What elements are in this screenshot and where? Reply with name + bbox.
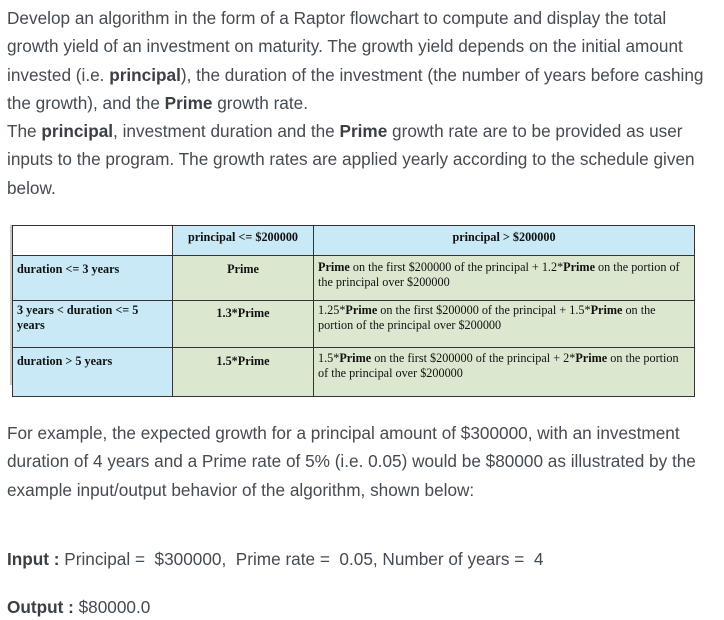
formula-text: 1.5* (318, 351, 340, 365)
table-row (13, 256, 695, 301)
formula-text: on the first $200000 of the principal + 1.5* (377, 303, 591, 317)
row-header: 3 years < duration <= 5 years (13, 301, 173, 348)
input-label: Input : (7, 549, 60, 569)
low-rate-cell: 1.5*Prime (173, 348, 314, 397)
low-rate-cell: Prime (173, 256, 314, 301)
intro-text-4: The (7, 121, 42, 142)
high-rate-cell (314, 301, 695, 348)
intro-text-3: growth rate. (212, 92, 308, 113)
prime-term: Prime (339, 351, 372, 365)
principal-term-2: principal (41, 121, 114, 142)
low-rate-cell: 1.3*Prime (173, 301, 314, 348)
prime-term: Prime (318, 260, 350, 274)
formula-text: on the first $200000 of the principal + 2* (371, 351, 576, 365)
formula-text: on the portion of the principal over $200000 (318, 351, 679, 380)
output-line (7, 595, 150, 619)
formula-text: on the first $200000 of the principal + 1.2* (349, 260, 564, 274)
prime-term: Prime (563, 260, 595, 274)
formula-text: 1.25* (318, 303, 346, 317)
col-header-low: principal <= $200000 (173, 226, 314, 256)
intro-paragraph (7, 4, 707, 202)
prime-term: Prime (164, 92, 213, 113)
col-header-high: principal > $200000 (314, 226, 695, 256)
prime-term: Prime (575, 351, 608, 365)
high-rate-cell (314, 256, 695, 301)
row-header: duration <= 3 years (13, 256, 173, 301)
input-line (7, 547, 543, 571)
intro-text-5: , investment duration and the (113, 121, 340, 142)
intro-text-2: ), the duration of the investment (the number of years before cashing the growth), and the (7, 64, 704, 113)
example-paragraph: For example, the expected growth for a principal amount of $300000, with an investment duration of 4 years and a Prime rate of 5% (i.e. 0.05) would be $80000 as illustrated by the example input/output behavior of the algorithm, shown below: (7, 423, 696, 500)
corner-cell (13, 226, 173, 256)
table-row (13, 301, 695, 348)
intro-text-6: growth rate are to be provided as user inputs to the program. The growth rates are applied yearly according to the schedule given below. (7, 121, 695, 198)
prime-term: Prime (590, 303, 623, 317)
growth-schedule-table (10, 225, 694, 385)
row-header: duration > 5 years (13, 348, 173, 397)
formula-text: on the portion of the principal over $200000 (318, 303, 656, 332)
principal-term: principal (109, 64, 181, 85)
output-label: Output : (7, 597, 74, 617)
intro-text-1: Develop an algorithm in the form of a Raptor flowchart to compute and display the total growth yield of an investment on maturity. The growth yield depends on the initial amount invested (i.e. (7, 8, 683, 85)
prime-term-2: Prime (339, 121, 388, 142)
table-row (13, 348, 695, 397)
formula-text: on the portion of the principal over $200000 (318, 260, 680, 289)
prime-term: Prime (345, 303, 378, 317)
schedule-grid (12, 225, 695, 397)
output-value: $80000.0 (73, 597, 151, 617)
input-value: Principal = $300000, Prime rate = 0.05, Number of years = 4 (59, 549, 544, 569)
high-rate-cell (314, 348, 695, 397)
